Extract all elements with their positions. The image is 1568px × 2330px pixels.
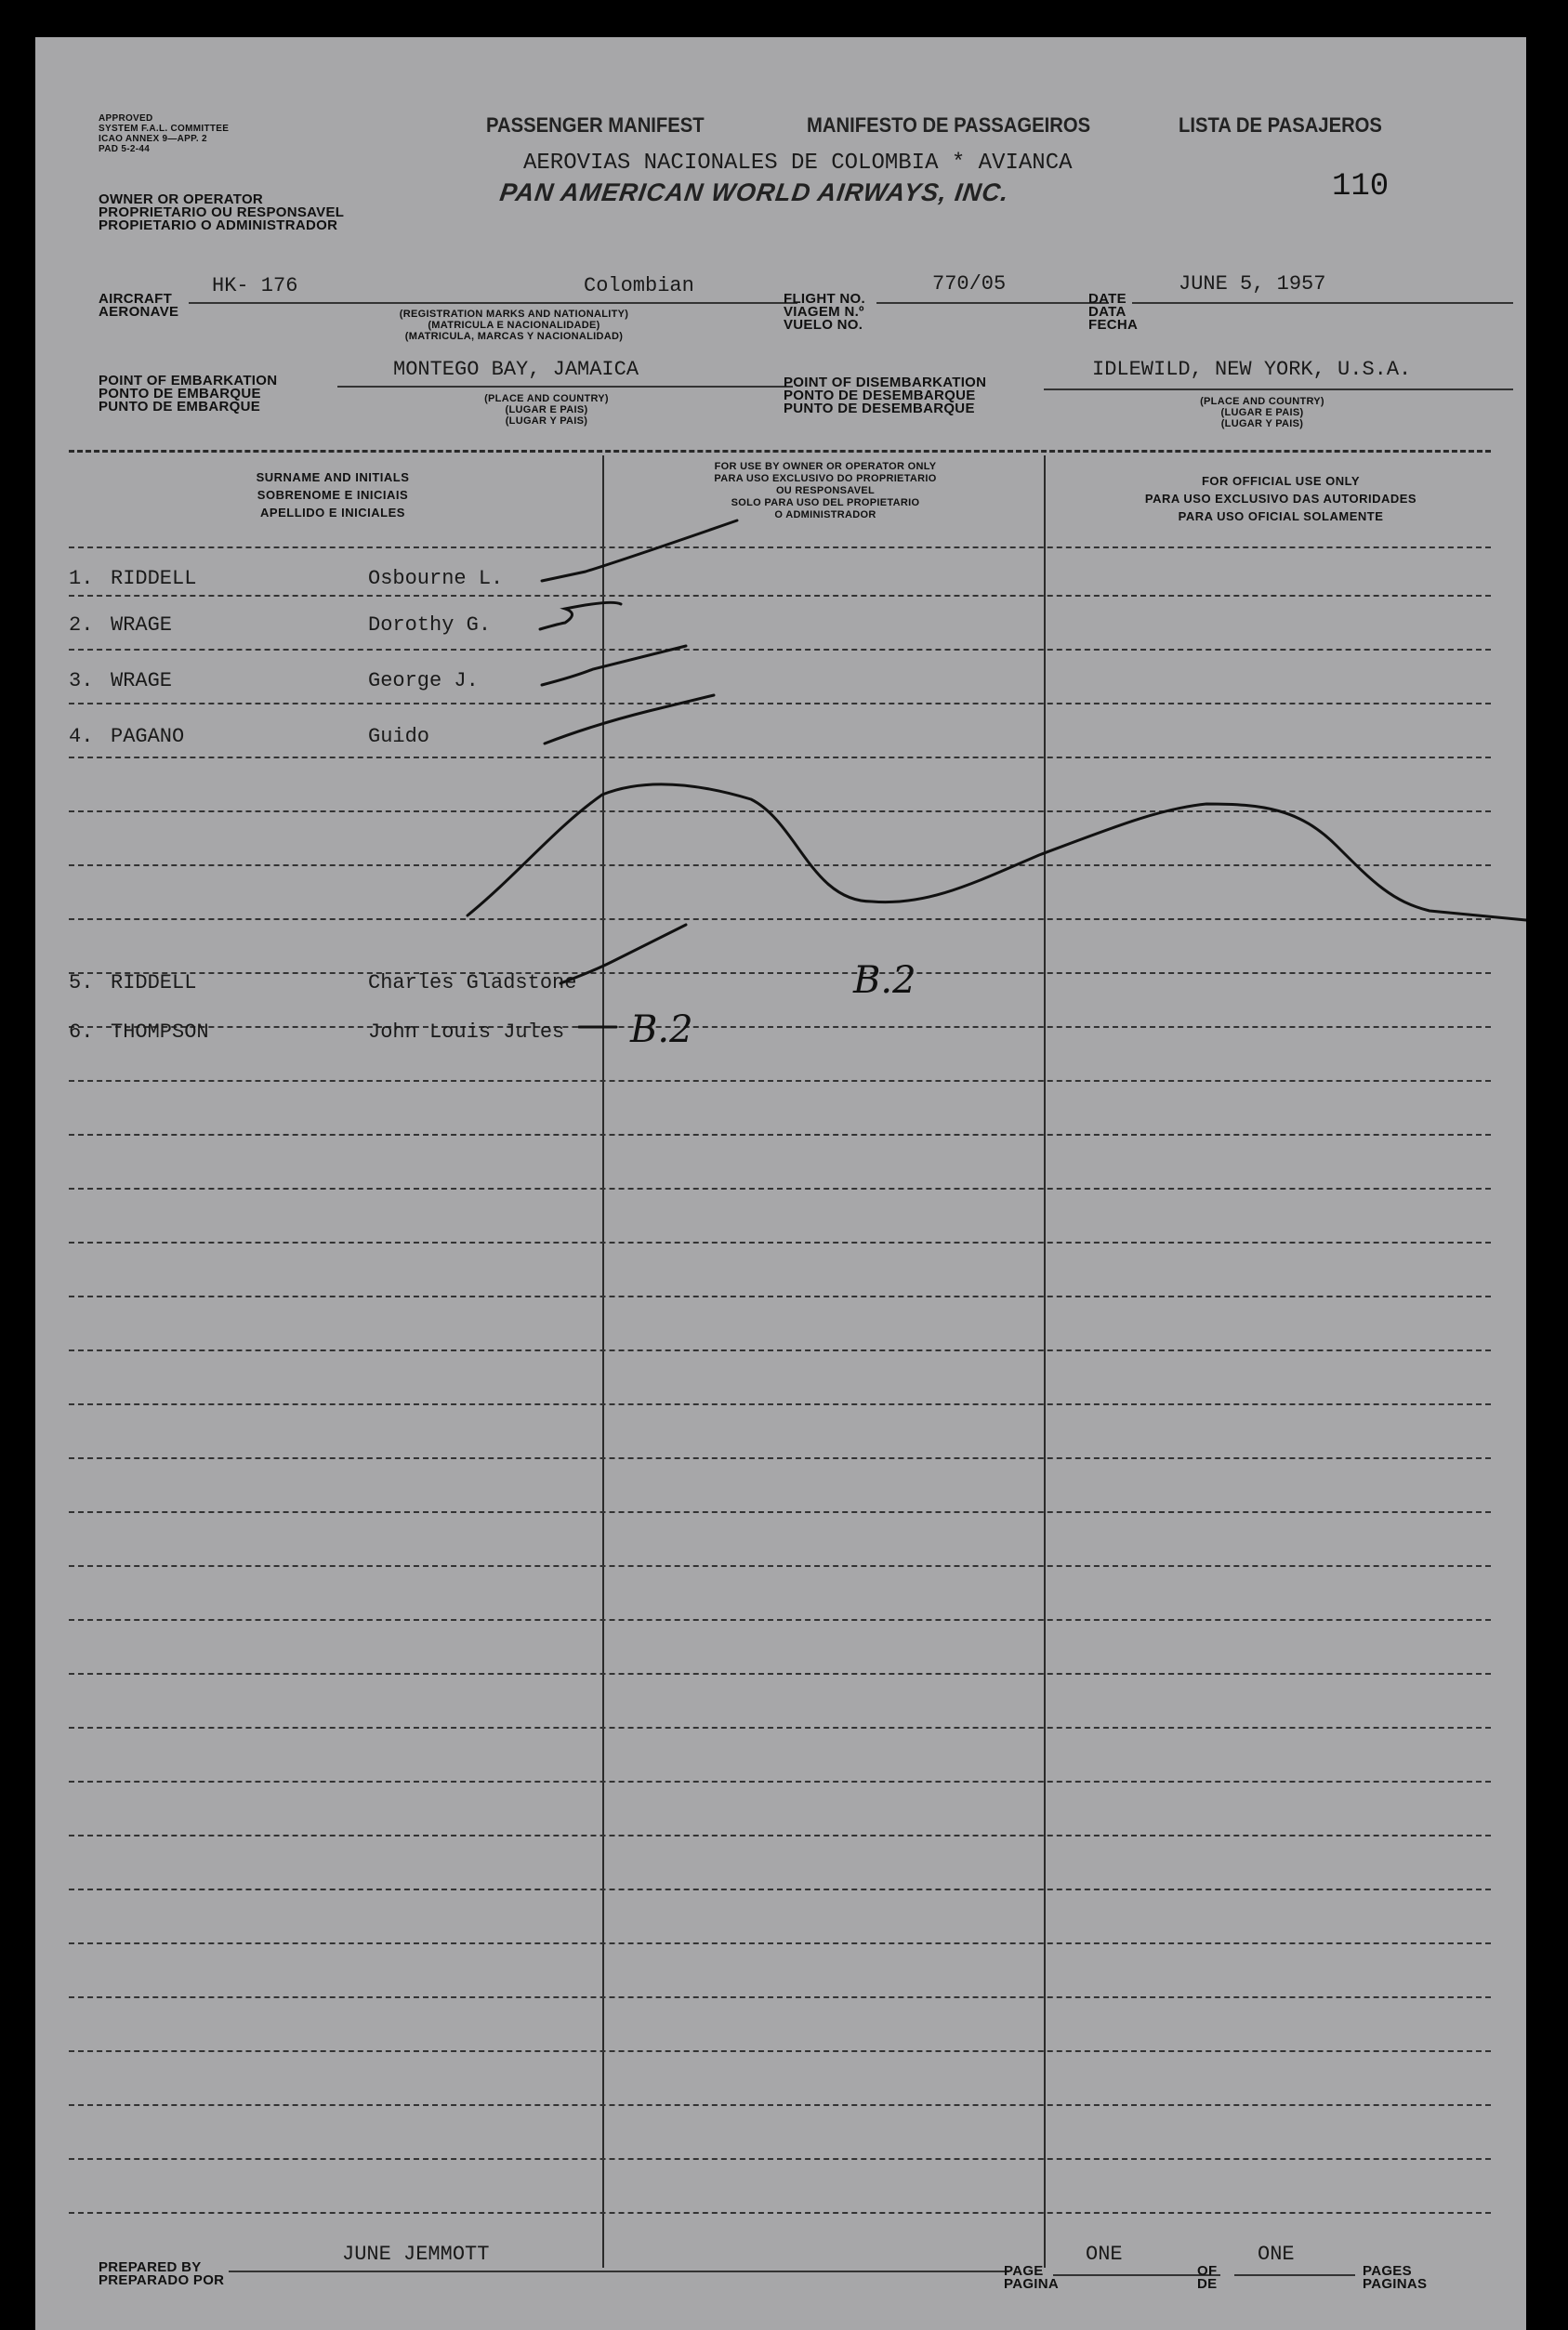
manifest-sheet [35, 37, 1526, 2330]
of-underline [1234, 2274, 1355, 2276]
page-label-en: PAGE [1004, 2263, 1044, 2279]
passenger-given-name: Osbourne L. [368, 567, 504, 590]
column-header-line: SURNAME AND INITIALS [256, 470, 410, 484]
column-header-line: PARA USO OFICIAL SOLAMENTE [1178, 509, 1384, 523]
embarkation-label-pt: PONTO DE EMBARQUE [99, 386, 261, 401]
prepared-label-es: PREPARADO POR [99, 2272, 225, 2288]
passenger-surname: THOMPSON [111, 1020, 209, 1044]
aircraft-registration: HK- 176 [212, 274, 298, 297]
of-label [1197, 2265, 1217, 2291]
column-header-line: FOR OFFICIAL USE ONLY [1201, 474, 1361, 488]
check-mark-icon [542, 520, 737, 581]
embarkation-value: MONTEGO BAY, JAMAICA [393, 358, 639, 381]
embarkation-label-es: PUNTO DE EMBARQUE [99, 399, 261, 415]
approval-line: APPROVED [99, 113, 153, 124]
passenger-given-name: Guido [368, 725, 430, 748]
handwritten-mark: B.2 [630, 1008, 693, 1051]
date-label-pt: DATA [1088, 304, 1127, 320]
column-header-line: O ADMINISTRADOR [774, 509, 876, 520]
disembarkation-label-es: PUNTO DE DESEMBARQUE [784, 401, 975, 416]
passenger-given-name: John Louis Jules [368, 1020, 565, 1044]
handwriting-layer [35, 37, 1526, 2330]
date-label-en: DATE [1088, 291, 1127, 307]
flight-label-pt: VIAGEM N.º [784, 304, 864, 320]
caption: (PLACE AND COUNTRY) [484, 393, 609, 404]
embarkation-label-en: POINT OF EMBARKATION [99, 373, 278, 388]
flight-label-en: FLIGHT NO. [784, 291, 865, 307]
caption: (REGISTRATION MARKS AND NATIONALITY) [399, 309, 629, 320]
column-header-line: FOR USE BY OWNER OR OPERATOR ONLY [714, 461, 937, 472]
pages-label [1363, 2265, 1427, 2291]
date-value: JUNE 5, 1957 [1179, 272, 1326, 296]
caption: (MATRICULA E NACIONALIDADE) [428, 320, 600, 331]
prepared-by: JUNE JEMMOTT [342, 2243, 490, 2266]
total-pages: ONE [1258, 2243, 1295, 2266]
row-number: 4. [69, 725, 94, 748]
scribble-line [468, 784, 1526, 920]
caption: (LUGAR E PAIS) [505, 404, 588, 415]
row-number: 2. [69, 613, 94, 637]
prepared-label-en: PREPARED BY [99, 2259, 202, 2275]
page-value: ONE [1086, 2243, 1123, 2266]
column-header-line: SOBRENOME E INICIAIS [257, 488, 409, 502]
flight-number: 770/05 [932, 272, 1007, 296]
passenger-given-name: Charles Gladstone [368, 971, 577, 994]
aircraft-label-es: AERONAVE [99, 304, 179, 320]
column-header-line: OU RESPONSAVEL [775, 485, 876, 496]
caption: (LUGAR Y PAIS) [505, 415, 588, 427]
title-es: LISTA DE PASAJEROS [1179, 113, 1382, 137]
column-header-line: SOLO PARA USO DEL PROPIETARIO [731, 497, 920, 508]
disembarkation-label-pt: PONTO DE DESEMBARQUE [784, 388, 976, 403]
check-mark-icon [542, 646, 686, 685]
column-header-line: APELLIDO E INICIALES [260, 506, 405, 520]
check-mark-icon [545, 695, 714, 744]
caption: (PLACE AND COUNTRY) [1200, 396, 1324, 407]
title-en: PASSENGER MANIFEST [486, 113, 705, 137]
passenger-given-name: George J. [368, 669, 479, 692]
operator-struck: PAN AMERICAN WORLD AIRWAYS, INC. [497, 178, 1011, 206]
of-label-en: OF [1197, 2263, 1218, 2279]
approval-line: ICAO ANNEX 9—APP. 2 [99, 134, 207, 144]
approval-line: PAD 5-2-44 [99, 144, 151, 154]
prepared-label [99, 2261, 224, 2287]
passenger-surname: PAGANO [111, 725, 185, 748]
page-underline [1053, 2274, 1220, 2276]
of-label-es: DE [1197, 2276, 1218, 2292]
date-label-es: FECHA [1088, 317, 1139, 333]
aircraft-label-en: AIRCRAFT [99, 291, 173, 307]
sheet-number: 110 [1332, 169, 1390, 204]
owner-label-en: OWNER OR OPERATOR [99, 191, 264, 207]
row-number: 6. [69, 1020, 94, 1044]
owner-label-es: PROPIETARIO O ADMINISTRADOR [99, 217, 338, 233]
caption: (LUGAR Y PAIS) [1220, 418, 1304, 429]
disembarkation-value: IDLEWILD, NEW YORK, U.S.A. [1092, 358, 1412, 381]
pages-label-es: PAGINAS [1363, 2276, 1428, 2292]
handwritten-mark: B.2 [853, 959, 916, 1002]
title-pt: MANIFESTO DE PASSAGEIROS [807, 113, 1091, 137]
passenger-given-name: Dorothy G. [368, 613, 492, 637]
approval-line: SYSTEM F.A.L. COMMITTEE [99, 124, 230, 134]
check-mark-icon [540, 602, 621, 629]
pages-label-en: PAGES [1363, 2263, 1412, 2279]
passenger-surname: RIDDELL [111, 567, 197, 590]
passenger-surname: WRAGE [111, 613, 173, 637]
column-header-line: PARA USO EXCLUSIVO DO PROPRIETARIO [714, 473, 937, 484]
owner-label-pt: PROPRIETARIO OU RESPONSAVEL [99, 204, 345, 220]
page-label-es: PAGINA [1004, 2276, 1060, 2292]
disembarkation-label-en: POINT OF DISEMBARKATION [784, 375, 987, 390]
row-number: 1. [69, 567, 94, 590]
check-mark-icon [560, 925, 686, 983]
caption: (MATRICULA, MARCAS Y NACIONALIDAD) [404, 331, 624, 342]
page-label [1004, 2265, 1059, 2291]
operator-name: AEROVIAS NACIONALES DE COLOMBIA * AVIANCA [523, 151, 1073, 176]
passenger-surname: RIDDELL [111, 971, 197, 994]
prepared-underline [229, 2271, 1009, 2272]
row-number: 5. [69, 971, 94, 994]
caption: (LUGAR E PAIS) [1220, 407, 1304, 418]
flight-label-es: VUELO NO. [784, 317, 863, 333]
passenger-surname: WRAGE [111, 669, 173, 692]
aircraft-nationality: Colombian [584, 274, 694, 297]
column-header-line: PARA USO EXCLUSIVO DAS AUTORIDADES [1144, 492, 1417, 506]
row-number: 3. [69, 669, 94, 692]
